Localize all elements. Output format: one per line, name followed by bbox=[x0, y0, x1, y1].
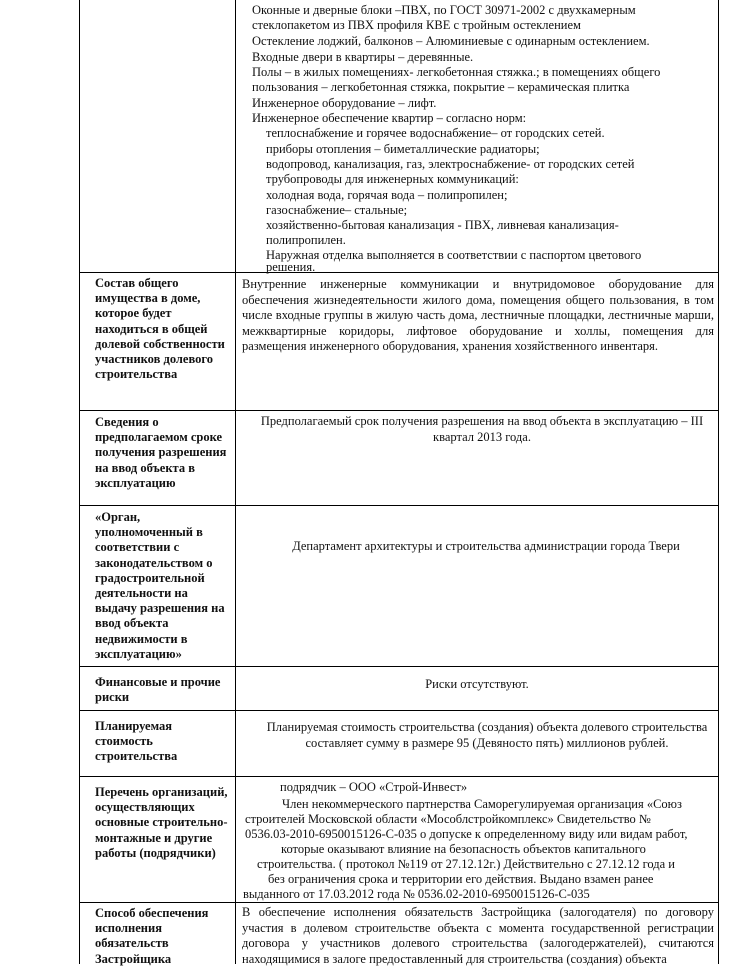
row-label-risks: Финансовые и прочие риски bbox=[95, 675, 221, 705]
table-border-left bbox=[79, 0, 80, 964]
text-line: строителей Московской области «Мособлстройкомплекс» Свидетельство № bbox=[245, 812, 651, 826]
row-divider bbox=[79, 666, 719, 667]
table-column-divider bbox=[235, 0, 236, 964]
row-divider bbox=[79, 410, 719, 411]
row-label-contractors: Перечень организаций, осуществляющих основные строительно-монтажные и другие работы (подрядчики) bbox=[95, 785, 228, 860]
row-value-planned-cost: Планируемая стоимость строительства (создания) объекта долевого строительства составляет сумму в размере 95 (Девяносто пять) миллионов рублей. bbox=[266, 720, 708, 750]
row-label-security: Способ обеспечения исполнения обязательств Застройщика bbox=[95, 906, 209, 966]
text-line: водопровод, канализация, газ, электроснабжение- от городских сетей bbox=[266, 157, 635, 171]
text-line: Инженерное оборудование – лифт. bbox=[252, 96, 437, 110]
row-label-common-property: Состав общего имущества в доме, которое будет находиться в общей долевой собственности участников долевого строительства bbox=[95, 276, 225, 382]
text-line: которые оказывают влияние на безопасность объектов капитального bbox=[281, 842, 646, 856]
text-line: трубопроводы для инженерных коммуникаций: bbox=[266, 172, 519, 186]
text-line: пользования – легкобетонная стяжка, покрытие – керамическая плитка bbox=[252, 80, 630, 94]
text-line: приборы отопления – биметаллические радиаторы; bbox=[266, 142, 540, 156]
table-border-right bbox=[718, 0, 719, 964]
text-line: 0536.03-2010-6950015126-С-035 о допуске к определенному виду или видам работ, bbox=[245, 827, 688, 841]
text-line: теплоснабжение и горячее водоснабжение– от городских сетей. bbox=[266, 126, 605, 140]
row-label-commissioning-date: Сведения о предполагаемом сроке получения разрешения на ввод объекта в эксплуатацию bbox=[95, 415, 227, 490]
row-divider bbox=[79, 505, 719, 506]
row-divider bbox=[79, 776, 719, 777]
row-label-authority: «Орган, уполномоченный в соответствии с законодательством о градостроительной деятельности на выдачу разрешения на ввод объекта недвижимости в эксплуатацию» bbox=[95, 510, 225, 661]
row-value-risks: Риски отсутствуют. bbox=[425, 677, 529, 691]
row-divider bbox=[79, 710, 719, 711]
text-line: без ограничения срока и территории его действия. Выдано взамен ранее bbox=[268, 872, 654, 886]
row-value-commissioning-date: Предполагаемый срок получения разрешения на ввод объекта в эксплуатацию – III квартал 2013 года. bbox=[260, 414, 704, 444]
row-divider bbox=[79, 272, 719, 273]
text-line: холодная вода, горячая вода – полипропилен; bbox=[266, 188, 508, 202]
text-line: выданного от 17.03.2012 года № 0536.02-2010-6950015126-С-035 bbox=[243, 887, 590, 901]
text-line: газоснабжение– стальные; bbox=[266, 203, 408, 217]
text-line: Оконные и дверные блоки –ПВХ, по ГОСТ 30971-2002 с двухкамерным bbox=[252, 3, 636, 17]
text-line: хозяйственно-бытовая канализация - ПВХ, ливневая канализация- bbox=[266, 218, 619, 232]
text-line: решения. bbox=[266, 260, 316, 274]
text-line: Инженерное обеспечение квартир – согласно норм: bbox=[252, 111, 527, 125]
row-value-security: В обеспечение исполнения обязательств Застройщика (залогодателя) по договору участия в долевом строительстве объекта с момента государственной регистрации договора у участников долевого строительства (залогодержателей), считаются находящимися в залоге предоставленный для строительства (создания) объекта bbox=[242, 905, 714, 966]
text-line: Наружная отделка выполняется в соответствии с паспортом цветового bbox=[266, 248, 642, 262]
text-line: Входные двери в квартиры – деревянные. bbox=[252, 50, 474, 64]
row-value-authority: Департамент архитектуры и строительства администрации города Твери bbox=[292, 539, 680, 553]
text-line: строительства. ( протокол №119 от 27.12.12г.) Действительно с 27.12.12 года и bbox=[257, 857, 675, 871]
text-line: полипропилен. bbox=[266, 233, 346, 247]
text-line: стеклопакетом из ПВХ профиля КВЕ с тройным остеклением bbox=[252, 18, 581, 32]
text-line: подрядчик – ООО «Строй-Инвест» bbox=[280, 780, 468, 794]
text-line: Полы – в жилых помещениях- легкобетонная стяжка.; в помещениях общего bbox=[252, 65, 661, 79]
text-line: Член некоммерческого партнерства Саморегулируемая организация «Союз bbox=[282, 797, 682, 811]
row-value-common-property: Внутренние инженерные коммуникации и внутридомовое оборудование для обеспечения жизнедеятельности жилого дома, помещения общего пользования, в том числе входные группы в жилую часть дома, лестничные площадки, лестничные марши, межквартирные коридоры, лифтовое оборудование и холлы, помещения для размещения инженерного оборудования, хранения хозяйственного инвентаря. bbox=[242, 277, 714, 353]
text-line: Остекление лоджий, балконов – Алюминиевые с одинарным остеклением. bbox=[252, 34, 650, 48]
row-label-planned-cost: Планируемая стоимость строительства bbox=[95, 719, 178, 764]
